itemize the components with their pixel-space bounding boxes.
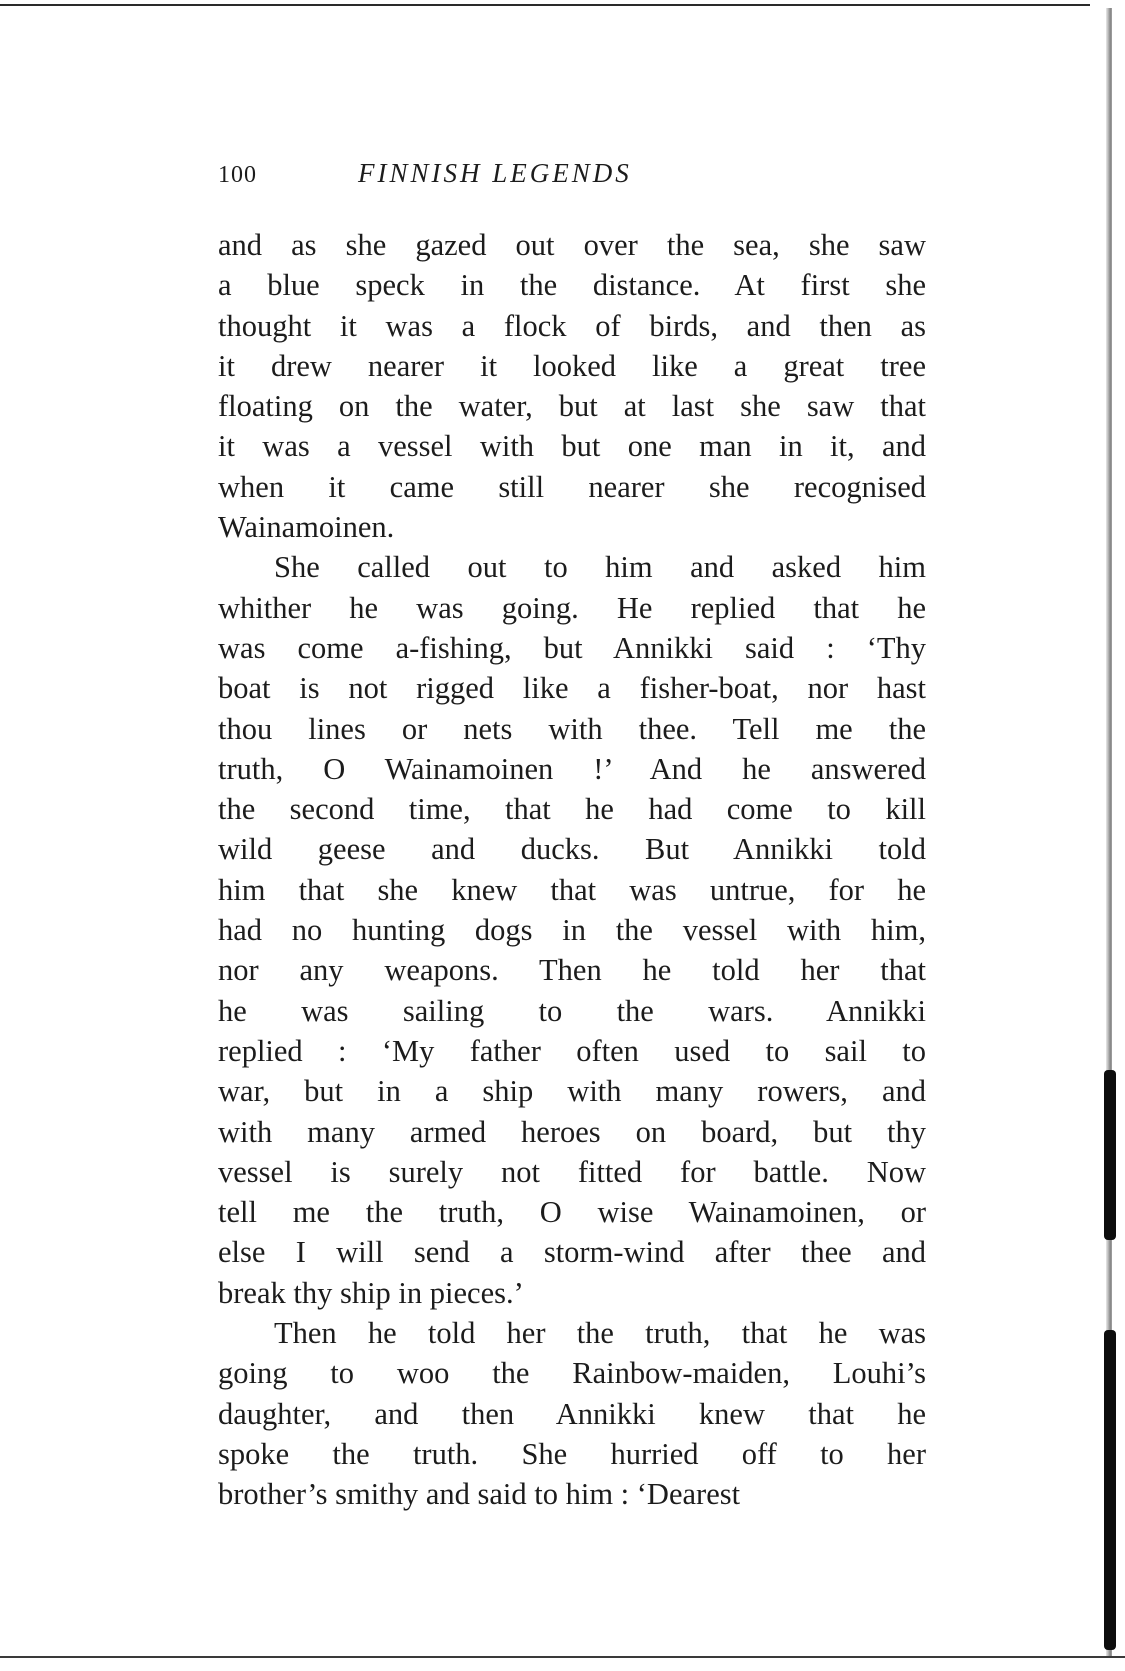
text-line: going to woo the Rainbow-maiden, Louhi’s bbox=[218, 1356, 926, 1391]
text-line: wild geese and ducks. But Annikki told bbox=[218, 832, 926, 867]
text-line: else I will send a storm-wind after thee and bbox=[218, 1235, 926, 1270]
paragraph bbox=[218, 1313, 926, 1514]
text-line: him that she knew that was untrue, for he bbox=[218, 872, 926, 907]
bottom-page-edge-rule bbox=[0, 1656, 1125, 1658]
text-line: it was a vessel with but one man in it, and bbox=[218, 429, 926, 464]
text-line: vessel is surely not fitted for battle. Now bbox=[218, 1154, 926, 1189]
running-head bbox=[218, 158, 738, 198]
text-line: the second time, that he had come to kill bbox=[218, 792, 926, 827]
text-line: had no hunting dogs in the vessel with him, bbox=[218, 913, 926, 948]
text-line: She called out to him and asked him bbox=[274, 550, 926, 585]
top-page-edge-rule bbox=[0, 4, 1090, 6]
text-line: Then he told her the truth, that he was bbox=[274, 1316, 926, 1351]
book-spine-dark-segment bbox=[1104, 1070, 1116, 1240]
text-line: a blue speck in the distance. At first she bbox=[218, 268, 926, 303]
text-line: thou lines or nets with thee. Tell me the bbox=[218, 711, 926, 746]
text-line: tell me the truth, O wise Wainamoinen, or bbox=[218, 1195, 926, 1230]
text-line: with many armed heroes on board, but thy bbox=[218, 1114, 926, 1149]
text-line: spoke the truth. She hurried off to her bbox=[218, 1436, 926, 1471]
paragraph bbox=[218, 547, 926, 1313]
text-line: break thy ship in pieces.’ bbox=[218, 1275, 524, 1310]
text-line: daughter, and then Annikki knew that he bbox=[218, 1396, 926, 1431]
text-line: thought it was a flock of birds, and then as bbox=[218, 308, 926, 343]
page-number: 100 bbox=[218, 162, 257, 188]
paragraph bbox=[218, 225, 926, 547]
text-line: nor any weapons. Then he told her that bbox=[218, 953, 926, 988]
text-line: whither he was going. He replied that he bbox=[218, 590, 926, 625]
text-line: war, but in a ship with many rowers, and bbox=[218, 1074, 926, 1109]
text-line: floating on the water, but at last she saw that bbox=[218, 389, 926, 424]
text-line: when it came still nearer she recognised bbox=[218, 469, 926, 504]
text-line: and as she gazed out over the sea, she saw bbox=[218, 228, 926, 262]
body-text bbox=[218, 225, 926, 1515]
text-line: replied : ‘My father often used to sail to bbox=[218, 1033, 926, 1068]
book-spine-dark-segment bbox=[1104, 1330, 1116, 1650]
text-line: he was sailing to the wars. Annikki bbox=[218, 993, 926, 1028]
text-line: it drew nearer it looked like a great tree bbox=[218, 348, 926, 383]
text-line: was come a-fishing, but Annikki said : ‘Thy bbox=[218, 630, 926, 665]
text-line: Wainamoinen. bbox=[218, 510, 395, 545]
text-line: truth, O Wainamoinen !’ And he answered bbox=[218, 751, 926, 786]
text-line: brother’s smithy and said to him : ‘Dearest bbox=[218, 1477, 741, 1512]
running-title: FINNISH LEGENDS bbox=[358, 158, 632, 188]
text-line: boat is not rigged like a fisher-boat, nor hast bbox=[218, 671, 926, 706]
